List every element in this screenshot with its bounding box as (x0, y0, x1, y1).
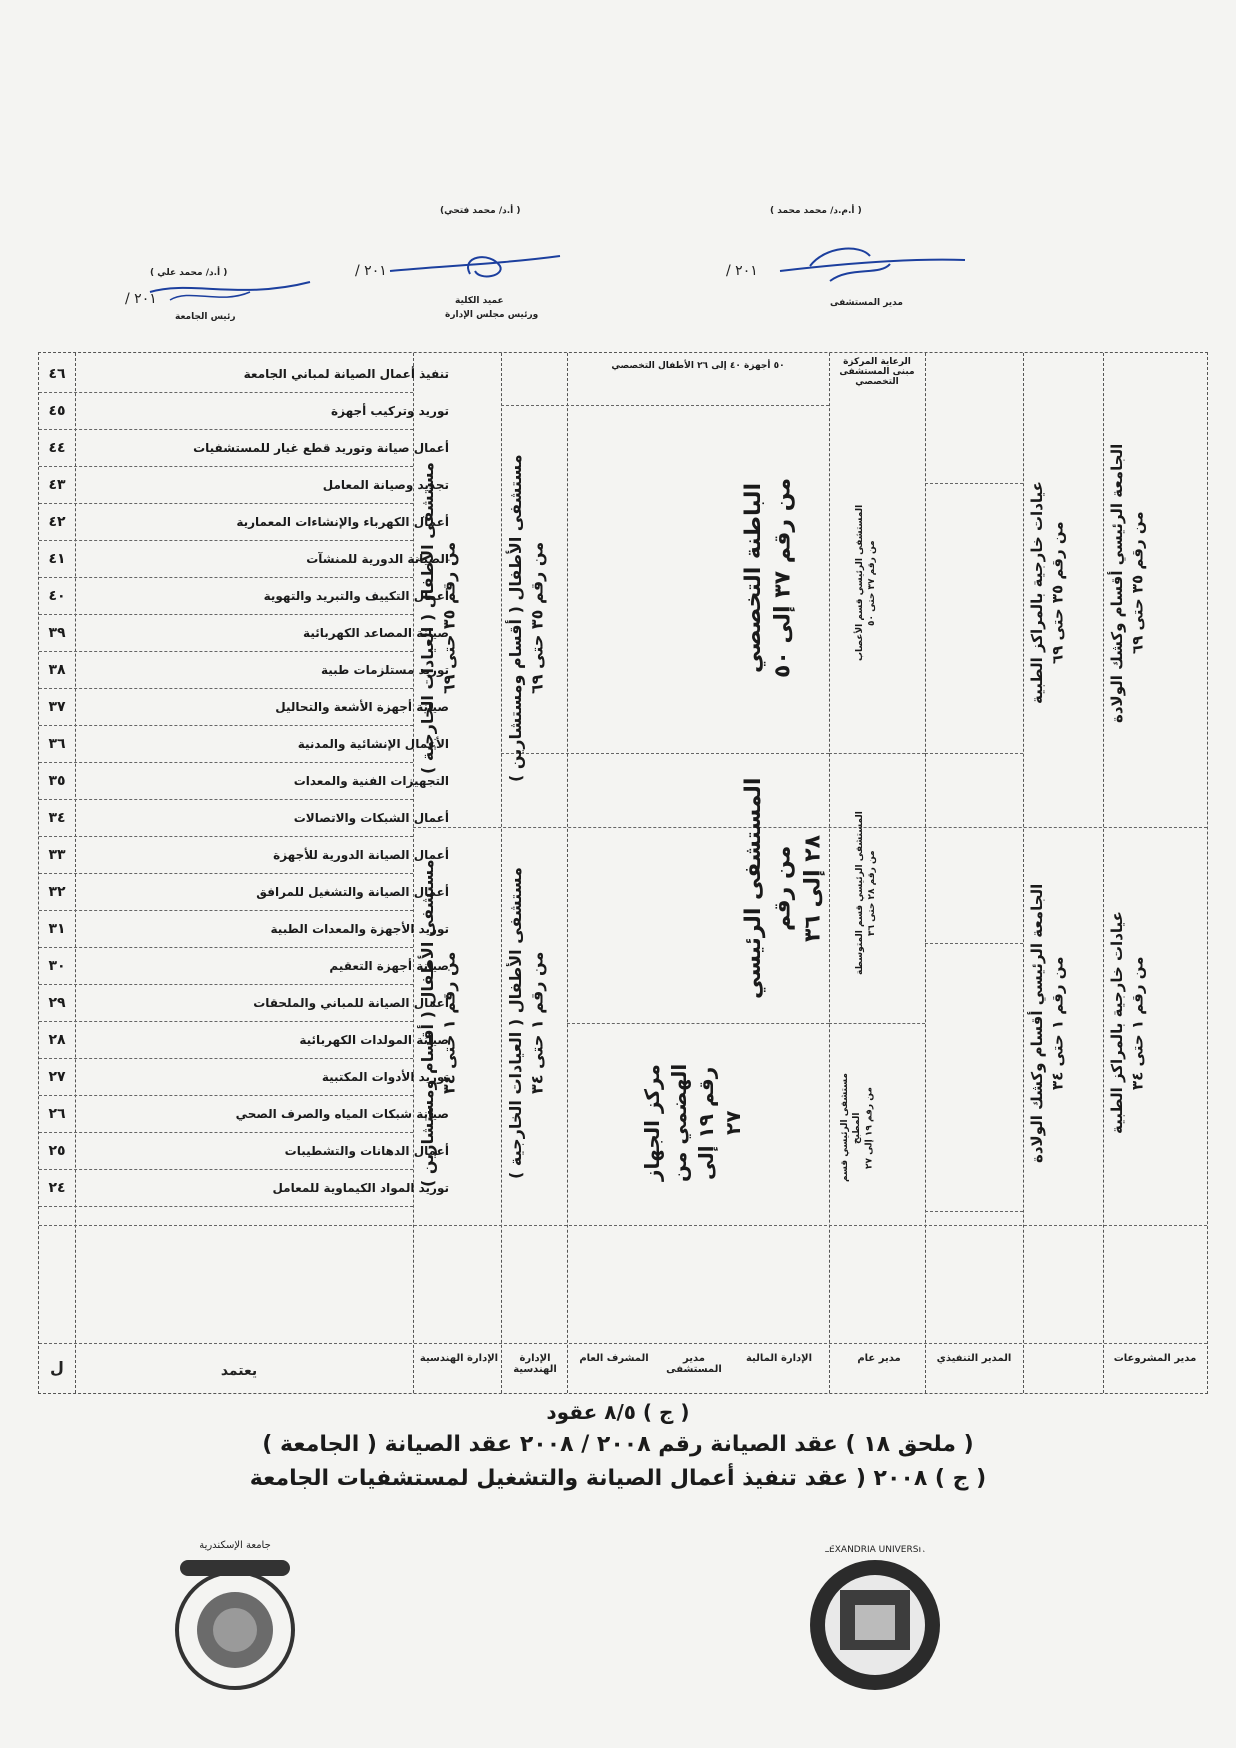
signature-subtitle-middle: ورئيس مجلس الإدارة (445, 310, 539, 320)
signature-right-scribble (770, 236, 970, 296)
signature-caption-middle: ( أ.د/ محمد فتحي) (440, 206, 521, 216)
row-text: أعمال الشبكات والاتصالات (293, 811, 449, 825)
row-text: أعمال الصيانة والتشغيل للمرافق (256, 885, 449, 899)
signature-date-left: / ٢٠١ (125, 291, 157, 307)
row-text: توريد الأدوات المكتبية (321, 1070, 449, 1084)
row-text: صيانة المصاعد الكهربائية (303, 626, 449, 640)
row-text: أعمال الكهرباء والإنشاءات المعمارية (236, 515, 449, 529)
signature-caption-left: ( أ.د/ محمد علي ) (150, 268, 228, 278)
row-number: ٢٦ (48, 1106, 66, 1122)
row-number: ٣١ (48, 921, 66, 937)
row-number: ٤١ (48, 551, 66, 567)
row-text: أعمال الصيانة الدورية للأجهزة (273, 848, 449, 862)
row-number: ٢٥ (48, 1143, 66, 1159)
caption-line-1: ( ج ) ٨/٥ عقود (546, 1400, 690, 1424)
row-number: ٣٥ (48, 773, 66, 789)
row-number: ٢٨ (48, 1032, 66, 1048)
signature-date-middle: / ٢٠١ (355, 263, 387, 279)
row-number: ٣٣ (48, 847, 66, 863)
university-seal-left (160, 1520, 310, 1700)
signature-title-right: مدير المستشفى (830, 298, 903, 308)
footer-cell-6: مدير عام (857, 1353, 901, 1364)
footer-cell-7: المدير التنفيذي (936, 1353, 1012, 1364)
row-text: أعمال الدهانات والتشطيبات (284, 1144, 449, 1158)
row-text: أعمال صيانة وتوريد قطع غيار للمستشفيات (193, 441, 449, 455)
col-children-depts-top: مستشفى الأطفال ( أقسام ومستشارين ) من رقم ٣٥ حتى ٦٩ (506, 454, 547, 782)
row-text: توريد المواد الكيماوية للمعامل (272, 1181, 449, 1195)
schedule-table (38, 352, 1208, 1394)
row-number: ٢٩ (48, 995, 66, 1011)
caption-line-2: ( ملحق ١٨ ) عقد الصيانة رقم ٢٠٠٨ / ٢٠٠٨ عقد الصيانة ( الجامعة ) (262, 1432, 974, 1457)
university-seal-right (800, 1530, 950, 1700)
row-number: ٢٧ (48, 1069, 66, 1085)
row-text: صيانة المولدات الكهربائية (299, 1033, 449, 1047)
col-clinics-external-top: عيادات خارجية بالمراكز الطبية من رقم ٣٥ حتى ٦٩ (1028, 481, 1067, 705)
col-children-outpatient-bottom: مستشفى الأطفال ( العيادات الخارجية ) من رقم ١ حتى ٣٤ (506, 867, 547, 1179)
caption-line-3: ( ج ) ٢٠٠٨ ( عقد تنفيذ أعمال الصيانة والتشغيل لمستشفيات الجامعة (249, 1466, 987, 1491)
signature-title-left: رئيس الجامعة (175, 312, 236, 322)
row-text: توريد الأجهزة والمعدات الطبية (270, 922, 449, 936)
footer-cell-1: الإدارة الهندسية (419, 1353, 499, 1364)
header-cell-specialized: الرعاية المركزة مبنى المستشفى التخصصي (839, 357, 915, 387)
row-number: ٤٤ (48, 440, 66, 456)
signature-middle-scribble (380, 236, 570, 296)
row-text: أعمال التكييف والتبريد والتهوية (263, 589, 449, 603)
footer-cell-4: مدير المستشفى (666, 1353, 722, 1375)
row-number: ٣٨ (48, 662, 66, 678)
row-text: التجهيزات الفنية والمعدات (293, 774, 449, 788)
row-number: ٣٠ (48, 958, 66, 974)
row-number: ٤٦ (48, 366, 66, 382)
row-text: صيانة أجهزة الأشعة والتحاليل (275, 700, 449, 714)
signature-title-middle: عميد الكلية (455, 296, 504, 306)
col-main-maternity-bottom: الجامعة الرئيسي أقسام وكشك الولادة من رقم ١ حتى ٣٤ (1028, 883, 1067, 1163)
row-text: تجديد وصيانة المعامل (322, 478, 449, 492)
header-cell-hospital: ٥٠ أجهزة ٤٠ إلى ٢٦ الأطفال التخصصي (611, 361, 785, 371)
row-number: ٤٠ (48, 588, 66, 604)
row-number: ٣٢ (48, 884, 66, 900)
col-children-depts-bottom: مستشفى الأطفال ( أقسام ومستشارين ) من رقم ١ حتى ٣٤ (418, 859, 459, 1187)
col-main-neuro: المستشفى الرئيسي قسم الأعصاب من رقم ٣٧ حتى ٥٠ (855, 504, 878, 662)
row-number: ٣٤ (48, 810, 66, 826)
row-text: الأعمال الإنشائية والمدنية (297, 737, 449, 751)
row-text: الصيانة الدورية للمنشآت (306, 552, 449, 566)
row-number: ٢٤ (48, 1180, 66, 1196)
seal-left-text: جامعة الإسكندرية (199, 1540, 271, 1551)
signature-caption-right: ( أ.م.د/ محمد محمد ) (770, 206, 862, 216)
seal-right-text: ALEXANDRIA UNIVERSITY (817, 1545, 933, 1555)
footer-last-num: ل (50, 1358, 64, 1377)
signature-date-right: / ٢٠١ (726, 263, 758, 279)
row-text: توريد وتركيب أجهزة (331, 404, 449, 418)
col-clinics-external-bottom: عيادات خارجية بالمراكز الطبية من رقم ١ حتى ٣٤ (1108, 911, 1147, 1135)
row-text: توريد مستلزمات طبية (320, 663, 449, 677)
row-number: ٣٩ (48, 625, 66, 641)
row-text: تنفيذ أعمال الصيانة لمباني الجامعة (243, 367, 449, 381)
row-number: ٤٣ (48, 477, 66, 493)
footer-signature-label: يعتمد (220, 1363, 258, 1379)
row-number: ٤٥ (48, 403, 66, 419)
col-gastro-center: مركز الجهاز الهضمي من رقم ١٩ إلى ٢٧ (640, 1063, 745, 1183)
row-number: ٤٢ (48, 514, 66, 530)
row-number: ٣٦ (48, 736, 66, 752)
row-text: أعمال الصيانة للمباني والملحقات (253, 996, 449, 1010)
row-text: صيانة شبكات المياه والصرف الصحي (235, 1107, 449, 1121)
col-main-maternity-top: الجامعة الرئيسي أقسام وكشك الولادة من رقم ٣٥ حتى ٦٩ (1108, 443, 1147, 723)
row-number: ٣٧ (48, 699, 66, 715)
row-text: صيانة أجهزة التعقيم (329, 959, 449, 973)
footer-cell-5: الإدارة المالية (745, 1353, 813, 1364)
col-children-outpatient-top: مستشفى الأطفال ( العيادات الخارجية ) من رقم ٣٥ حتى ٦٩ (418, 462, 459, 774)
footer-cell-2: الإدارة الهندسية (513, 1353, 557, 1375)
col-main-kitchen: مستشفى الرئيسي قسم المطبخ من رقم ١٩ إلى ٢٧ (840, 1073, 875, 1183)
footer-cell-8: مدير المشروعات (1113, 1353, 1197, 1364)
col-internal-specialized: الباطنة التخصصي من رقم ٣٧ إلى ٥٠ (741, 477, 796, 679)
signature-left-scribble (130, 270, 320, 310)
col-main-intermediate: المستشفى الرئيسي قسم المتوسطة من رقم ٢٨ حتى ٣٦ (855, 811, 878, 975)
footer-cell-3: المشرف العام (579, 1353, 649, 1364)
col-main-hospital: المستشفى الرئيسي من رقم ٢٨ إلى ٣٦ (741, 777, 826, 999)
